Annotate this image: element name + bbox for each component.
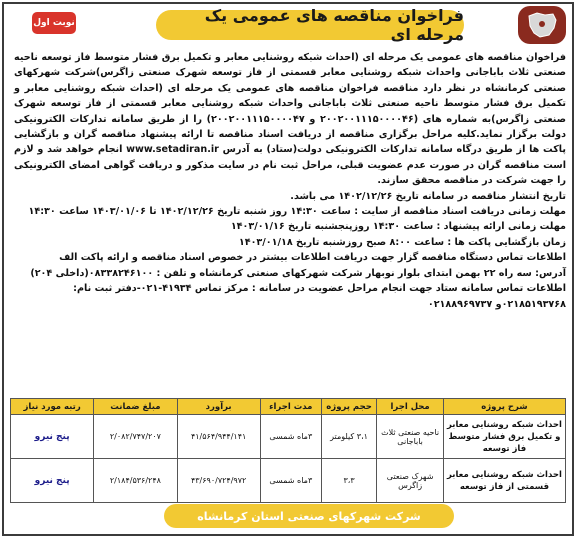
first-round-badge: نوبت اول (32, 12, 76, 34)
opening-time: زمان بازگشایی پاکت ها : ساعت ۸:۰۰ صبح روزشنبه تاریخ ۱۴۰۳/۰۱/۱۸ (238, 236, 566, 248)
setad-phones: ۰۲۱۸۵۱۹۳۷۶۸و ۰۲۱۸۸۹۶۹۷۳۷ (427, 298, 566, 310)
projects-table (10, 398, 566, 503)
row-volume: ۳،۳ (321, 459, 377, 503)
iran-map-logo-icon (518, 6, 566, 44)
row-description: احداث شبکه روشنایی معابر و تکمیل برق فشار متوسط فاز توسعه (443, 415, 565, 459)
col-guarantee: مبلغ ضمانت (94, 399, 177, 415)
intro-paragraph: فراخوان مناقصه های عمومی یک مرحله ای (احداث شبکه روشنایی معابر و تکمیل برق فشار متوسط فاز توسعه ناحیه صنعتی ثلاث باباجانی واحداث شبکه روشنایی معابر قسمتی از فاز توسعه شهرک صنعتی زاگرس)شرکت شهرکهای صنعتی کرمانشاه در نظر دارد مناقصه فراخوان مناقصه های عمومی یک مرحله ای (احداث شبکه روشنایی معابر و تکمیل برق فشار متوسط ناحیه صنعتی ثلاث باباجانی واحداث شبکه روشنایی معابر قسمتی از فاز توسعه شهرک صنعتی زاگرس)به شماره های (۲۰۰۲۰۰۱۱۱۵۰۰۰۰۴۶ و ۲۰۰۲۰۰۱۱۱۵۰۰۰۰۴۷) را از طریق سامانه تدارکات الکترونیکی دولت برگزار نماید.کلیه مراحل برگزاری مناقصه از دریافت اسناد مناقصه تا ارائه پیشنهاد مناقصه گران و بازگشایی پاکت ها از طریق درگاه سامانه تدارکات الکترونیکی دولت(ستاد) به آدرس www.setadiran.ir انجام خواهد شد و لازم است مناقصه گران در صورت عدم عضویت قبلی، مراحل ثبت نام در سایت مذکور و دریافت گواهی امضای الکترونیکی را جهت شرکت در مناقصه محقق سازند. (14, 52, 566, 187)
setad-contact: اطلاعات تماس سامانه ستاد جهت انجام مراحل عضویت در سامانه : مرکز تماس ۴۱۹۳۴-۰۲۱-دفتر ثبت نام: (73, 283, 566, 295)
projects-table-wrap (10, 398, 566, 503)
table-row (11, 459, 566, 503)
row-duration: ۳ماه شمسی (260, 459, 321, 503)
row-guarantee: ۲/۱۸۴/۵۳۶/۲۴۸ (94, 459, 177, 503)
col-estimate: برآورد (177, 399, 260, 415)
row-volume: ۳،۱ کیلومتر (321, 415, 377, 459)
notice-body (14, 50, 566, 312)
row-estimate: ۴۳/۶۹۰/۷۲۴/۹۷۲ (177, 459, 260, 503)
row-location: ناحیه صنعتی ثلاث باباجانی (377, 415, 444, 459)
col-description: شرح پروژه (443, 399, 565, 415)
col-grade: رتبه مورد نیاز (11, 399, 94, 415)
row-location: شهرک صنعتی زاگرس (377, 459, 444, 503)
col-duration: مدت اجراء (260, 399, 321, 415)
notice-title: فراخوان مناقصه های عمومی یک مرحله ای (156, 10, 464, 40)
row-description: احداث شبکه روشنایی معابر قسمتی از فاز توسعه (443, 459, 565, 503)
document-deadline: مهلت زمانی دریافت اسناد مناقصه از سایت : ساعت ۱۴:۳۰ روز شنبه تاریخ ۱۴۰۲/۱۲/۲۶ تا ۱۴۰۳/۰۱/۰۶ ساعت ۱۴:۳۰ (28, 206, 566, 218)
table-row (11, 415, 566, 459)
notice-header (4, 4, 572, 46)
row-duration: ۳ماه شمسی (260, 415, 321, 459)
col-volume: حجم پروژه (321, 399, 377, 415)
row-grade: پنج نیرو (11, 415, 94, 459)
contact-info: اطلاعات تماس دستگاه مناقصه گزار جهت دریافت اطلاعات بیشتر در خصوص اسناد مناقصه و ارائه پاکت الف (59, 252, 566, 264)
col-location: محل اجرا (377, 399, 444, 415)
company-footer: شرکت شهرکهای صنعتی استان کرمانشاه (164, 504, 454, 528)
publish-date: تاریخ انتشار مناقصه در سامانه تاریخ ۱۴۰۲/۱۲/۲۶ می باشد. (290, 190, 566, 202)
table-header-row (11, 399, 566, 415)
tender-notice (2, 2, 574, 536)
row-grade: پنج نیرو (11, 459, 94, 503)
offer-deadline: مهلت زمانی ارائه پیشنهاد : ساعت ۱۴:۳۰ روزپنجشنبه تاریخ ۱۴۰۳/۰۱/۱۶ (230, 221, 566, 233)
address: آدرس: سه راه ۲۲ بهمن ابتدای بلوار نوبهار شرکت شهرکهای صنعتی کرمانشاه و تلفن : ۰۸۳۳۸۲۴۶۱۰۰(داخلی ۲۰۴) (30, 267, 566, 279)
row-guarantee: ۲/۰۸۲/۷۴۷/۲۰۷ (94, 415, 177, 459)
row-estimate: ۴۱/۵۶۴/۹۴۴/۱۴۱ (177, 415, 260, 459)
